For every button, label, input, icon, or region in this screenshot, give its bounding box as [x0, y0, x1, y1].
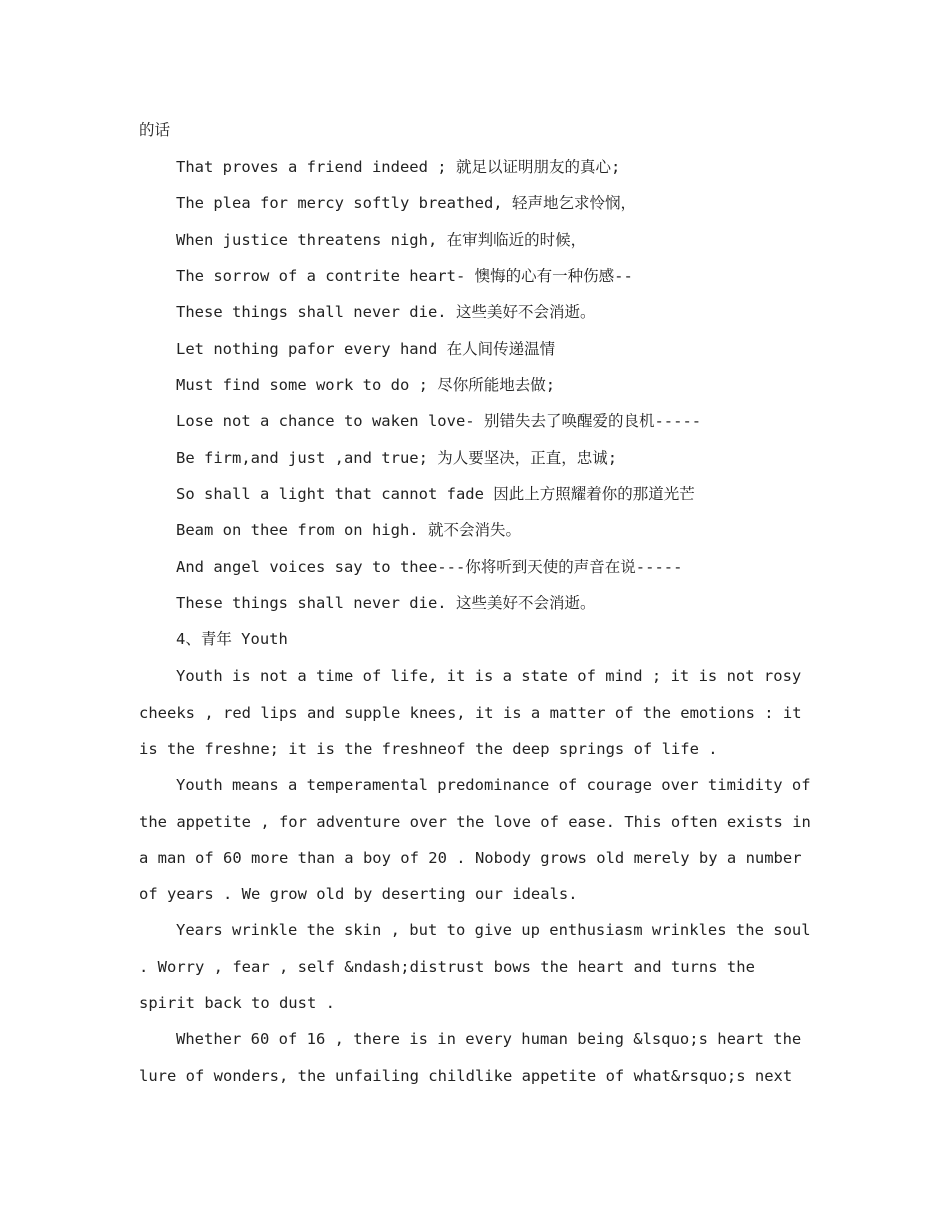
paragraph-line: Youth means a temperamental predominance of courage over timidity of	[176, 776, 811, 794]
poem-line: That proves a friend indeed ; 就足以证明朋友的真心;	[176, 158, 621, 176]
paragraph-line: spirit back to dust .	[139, 994, 335, 1012]
paragraph-line: Whether 60 of 16 , there is in every human being &lsquo;s heart the	[176, 1030, 802, 1048]
paragraph-line: a man of 60 more than a boy of 20 . Nobody grows old merely by a number	[139, 849, 802, 867]
poem-line: Be firm,and just ,and true; 为人要坚决，正直，忠诚;	[176, 449, 618, 467]
poem-line: The sorrow of a contrite heart- 懊悔的心有一种伤感--	[176, 267, 633, 285]
paragraph-line: of years . We grow old by deserting our ideals.	[139, 885, 578, 903]
text-line: 的话	[139, 121, 171, 139]
paragraph-line: Youth is not a time of life, it is a state of mind ; it is not rosy	[176, 667, 802, 685]
poem-line: These things shall never die. 这些美好不会消逝。	[176, 594, 596, 612]
poem-line: So shall a light that cannot fade 因此上方照耀着你的那道光芒	[176, 485, 695, 503]
paragraph-line: cheeks , red lips and supple knees, it is a matter of the emotions : it	[139, 704, 802, 722]
poem-line: Must find some work to do ; 尽你所能地去做;	[176, 376, 556, 394]
poem-line: And angel voices say to thee---你将听到天使的声音在说-----	[176, 558, 683, 576]
paragraph-line: Years wrinkle the skin , but to give up enthusiasm wrinkles the soul	[176, 921, 811, 939]
poem-line: When justice threatens nigh, 在审判临近的时候，	[176, 231, 587, 249]
poem-line: Beam on thee from on high. 就不会消失。	[176, 521, 521, 539]
section-heading: 4、青年 Youth	[176, 630, 288, 648]
paragraph-line: lure of wonders, the unfailing childlike appetite of what&rsquo;s next	[139, 1067, 793, 1085]
poem-line: Let nothing pafor every hand 在人间传递温情	[176, 340, 556, 358]
poem-line: The plea for mercy softly breathed, 轻声地乞求怜悯，	[176, 194, 636, 212]
paragraph-line: . Worry , fear , self &ndash;distrust bows the heart and turns the	[139, 958, 755, 976]
paragraph-line: the appetite , for adventure over the love of ease. This often exists in	[139, 813, 811, 831]
paragraph-line: is the freshne; it is the freshneof the deep springs of life .	[139, 740, 718, 758]
poem-line: Lose not a chance to waken love- 别错失去了唤醒爱的良机-----	[176, 412, 702, 430]
poem-line: These things shall never die. 这些美好不会消逝。	[176, 303, 596, 321]
